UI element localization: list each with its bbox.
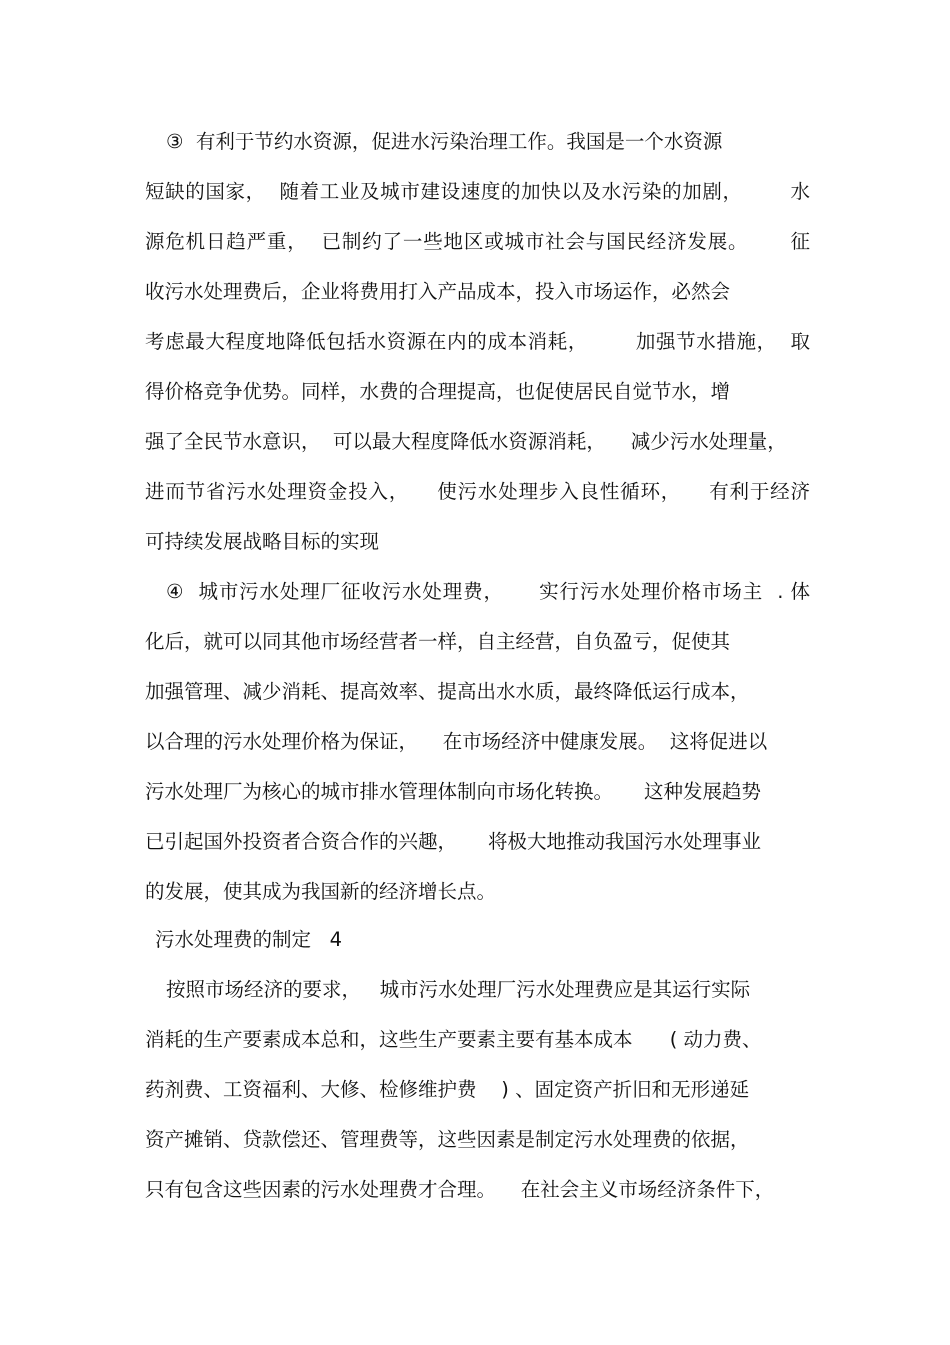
- paragraph-line: 只有包含这些因素的污水处理费才合理。 在社会主义市场经济条件下，: [145, 1178, 775, 1201]
- paragraph-line: 短缺的国家， 随着工业及城市建设速度的加快以及水污染的加剧， 水: [145, 180, 810, 203]
- paragraph-line: ④ 城市污水处理厂征收污水处理费， 实行污水处理价格市场主 . 体: [166, 580, 810, 603]
- paragraph-line: 已引起国外投资者合资合作的兴趣， 将极大地推动我国污水处理事业: [145, 830, 761, 853]
- paragraph-line: 进而节省污水处理资金投入， 使污水处理步入良性循环， 有利于经济: [145, 480, 810, 503]
- paragraph-line: 可持续发展战略目标的实现: [145, 530, 380, 553]
- paragraph-line: 资产摊销、贷款偿还、管理费等，这些因素是制定污水处理费的依据，: [145, 1128, 750, 1151]
- paragraph-line: 消耗的生产要素成本总和，这些生产要素主要有基本成本 ( 动力费、: [145, 1028, 762, 1051]
- paragraph-line: 污水处理厂为核心的城市排水管理体制向市场化转换。 这种发展趋势: [145, 780, 761, 803]
- paragraph-line: 的发展，使其成为我国新的经济增长点。: [145, 880, 497, 903]
- paragraph-line: 加强管理、减少消耗、提高效率、提高出水水质，最终降低运行成本，: [145, 680, 750, 703]
- paragraph-line: ③ 有利于节约水资源，促进水污染治理工作。我国是一个水资源: [166, 130, 723, 153]
- paragraph-line: 化后，就可以同其他市场经营者一样，自主经营，自负盈亏，促使其: [145, 630, 731, 653]
- paragraph-line: 考虑最大程度地降低包括水资源在内的成本消耗， 加强节水措施， 取: [145, 330, 810, 353]
- paragraph-line: 药剂费、工资福利、大修、检修维护费 ) 、固定资产折旧和无形递延: [145, 1078, 750, 1101]
- paragraph-line: 得价格竞争优势。同样，水费的合理提高，也促使居民自觉节水，增: [145, 380, 731, 403]
- paragraph-line: 按照市场经济的要求， 城市污水处理厂污水处理费应是其运行实际: [166, 978, 751, 1001]
- section-heading: 污水处理费的制定 4: [155, 928, 343, 951]
- paragraph-line: 收污水处理费后，企业将费用打入产品成本，投入市场运作，必然会: [145, 280, 731, 303]
- paragraph-line: 源危机日趋严重， 已制约了一些地区或城市社会与国民经济发展。 征: [145, 230, 810, 253]
- paragraph-line: 以合理的污水处理价格为保证， 在市场经济中健康发展。 这将促进以: [145, 730, 768, 753]
- paragraph-line: 强了全民节水意识， 可以最大程度降低水资源消耗， 减少污水处理量，: [145, 430, 787, 453]
